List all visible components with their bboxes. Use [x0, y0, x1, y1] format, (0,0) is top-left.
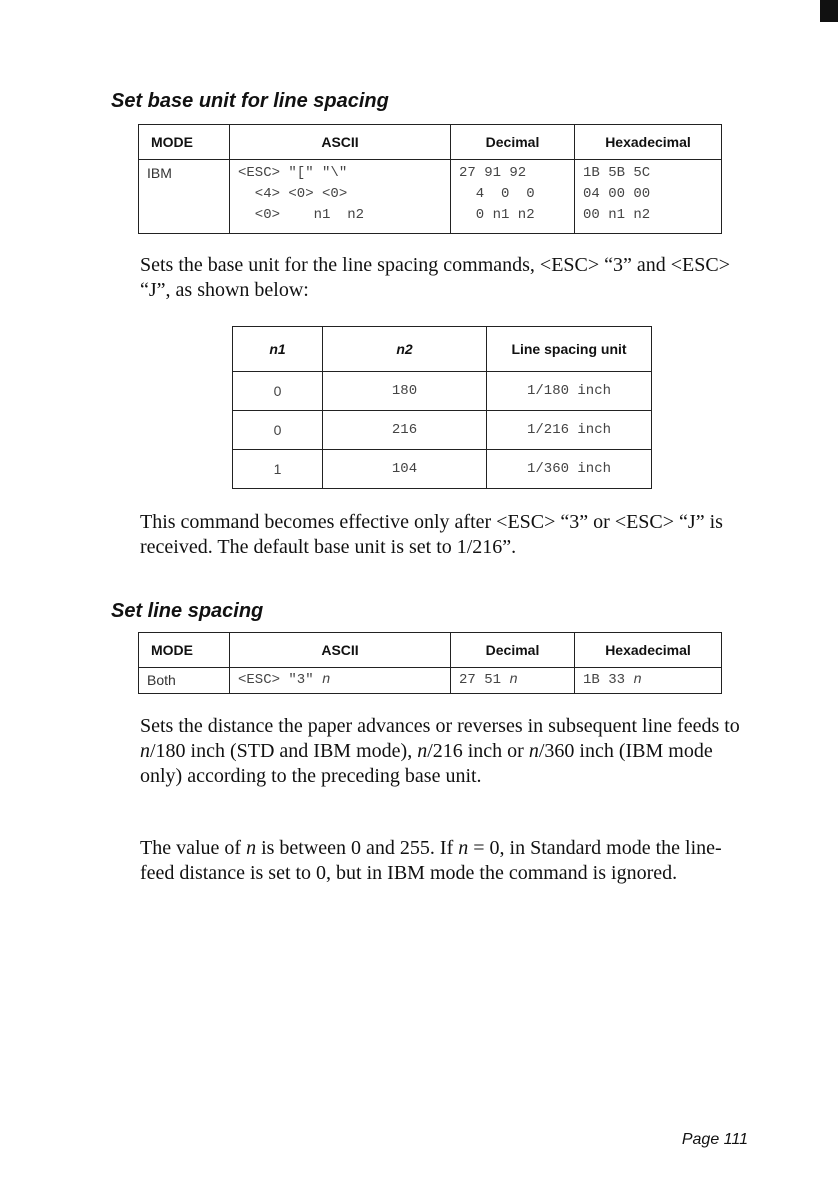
- col-ascii: ASCII: [230, 633, 451, 668]
- hex-line-3: 00 n1 n2: [583, 207, 651, 223]
- hex-var: n: [633, 672, 642, 688]
- cell-n2: 104: [323, 450, 487, 489]
- decimal-line-3: 0 n1 n2: [459, 207, 535, 223]
- text-run: /360 inch (IBM mode only) according to the preceding base unit.: [140, 740, 713, 787]
- ascii-line-1: <ESC> "[" "\": [238, 165, 348, 181]
- col-ascii: ASCII: [230, 125, 451, 160]
- value-range-paragraph: [140, 836, 740, 886]
- decimal-var: n: [509, 672, 518, 688]
- hex-prefix: 1B 33: [583, 672, 634, 688]
- section-heading-line-spacing: Set line spacing: [111, 600, 264, 622]
- cell-n2: 216: [323, 411, 487, 450]
- text-run: The value of: [140, 837, 247, 859]
- text-run: /216 inch or: [427, 740, 529, 762]
- decimal-line-1: 27 91 92: [459, 165, 527, 181]
- variable-n: n: [528, 740, 539, 762]
- col-n1: n1: [233, 327, 323, 372]
- effective-note-paragraph: This command becomes effective only after <ESC> “3” or <ESC> “J” is received. The default base unit is set to 1/216”.: [140, 511, 723, 558]
- cell-n1: 0: [233, 372, 323, 411]
- hex-line-1: 1B 5B 5C: [583, 165, 651, 181]
- cell-decimal: [451, 160, 575, 234]
- table-row: [233, 372, 652, 411]
- cell-hex: [575, 160, 722, 234]
- text-run: is between 0 and 255. If: [256, 837, 459, 859]
- cell-unit: 1/216 inch: [487, 411, 652, 450]
- col-decimal: Decimal: [451, 633, 575, 668]
- col-decimal: Decimal: [451, 125, 575, 160]
- decimal-line-2: 4 0 0: [459, 186, 535, 202]
- cell-decimal: [451, 668, 575, 694]
- variable-n: n: [417, 740, 428, 762]
- cell-mode: Both: [139, 668, 230, 694]
- cell-n1: 0: [233, 411, 323, 450]
- cell-hex: [575, 668, 722, 694]
- col-n2: n2: [323, 327, 487, 372]
- col-hex: Hexadecimal: [575, 633, 722, 668]
- col-unit: Line spacing unit: [487, 327, 652, 372]
- command-table-line-spacing: [138, 632, 722, 694]
- variable-n: n: [458, 837, 469, 859]
- line-spacing-unit-table: [232, 326, 652, 489]
- ascii-prefix: <ESC> "3": [238, 672, 323, 688]
- text-run: Sets the distance the paper advances or reverses in subsequent line feeds to: [140, 715, 740, 737]
- cell-n1: 1: [233, 450, 323, 489]
- cell-mode: IBM: [139, 160, 230, 234]
- cell-unit: 1/360 inch: [487, 450, 652, 489]
- intro-paragraph: Sets the base unit for the line spacing commands, <ESC> “3” and <ESC> “J”, as shown below:: [140, 254, 731, 301]
- corner-scan-mark: [820, 0, 838, 22]
- ascii-line-2: <4> <0> <0>: [238, 186, 348, 202]
- page-number: Page 111: [681, 1131, 748, 1148]
- section-heading-base-unit: Set base unit for line spacing: [111, 90, 389, 112]
- table-row: [233, 411, 652, 450]
- cell-ascii: [230, 160, 451, 234]
- ascii-line-3: <0> n1 n2: [238, 207, 365, 223]
- col-mode: MODE: [139, 125, 230, 160]
- cell-ascii: [230, 668, 451, 694]
- ascii-var: n: [322, 672, 331, 688]
- text-run: = 0, in Standard mode the line-feed distance is set to 0, but in IBM mode the command is ignored.: [140, 837, 722, 884]
- table-row: [233, 450, 652, 489]
- distance-paragraph: [140, 714, 740, 789]
- variable-n: n: [246, 837, 257, 859]
- hex-line-2: 04 00 00: [583, 186, 651, 202]
- col-hex: Hexadecimal: [575, 125, 722, 160]
- text-run: /180 inch (STD and IBM mode),: [150, 740, 418, 762]
- decimal-prefix: 27 51: [459, 672, 510, 688]
- command-table-base-unit: [138, 124, 722, 234]
- cell-n2: 180: [323, 372, 487, 411]
- col-mode: MODE: [139, 633, 230, 668]
- cell-unit: 1/180 inch: [487, 372, 652, 411]
- variable-n: n: [140, 740, 150, 762]
